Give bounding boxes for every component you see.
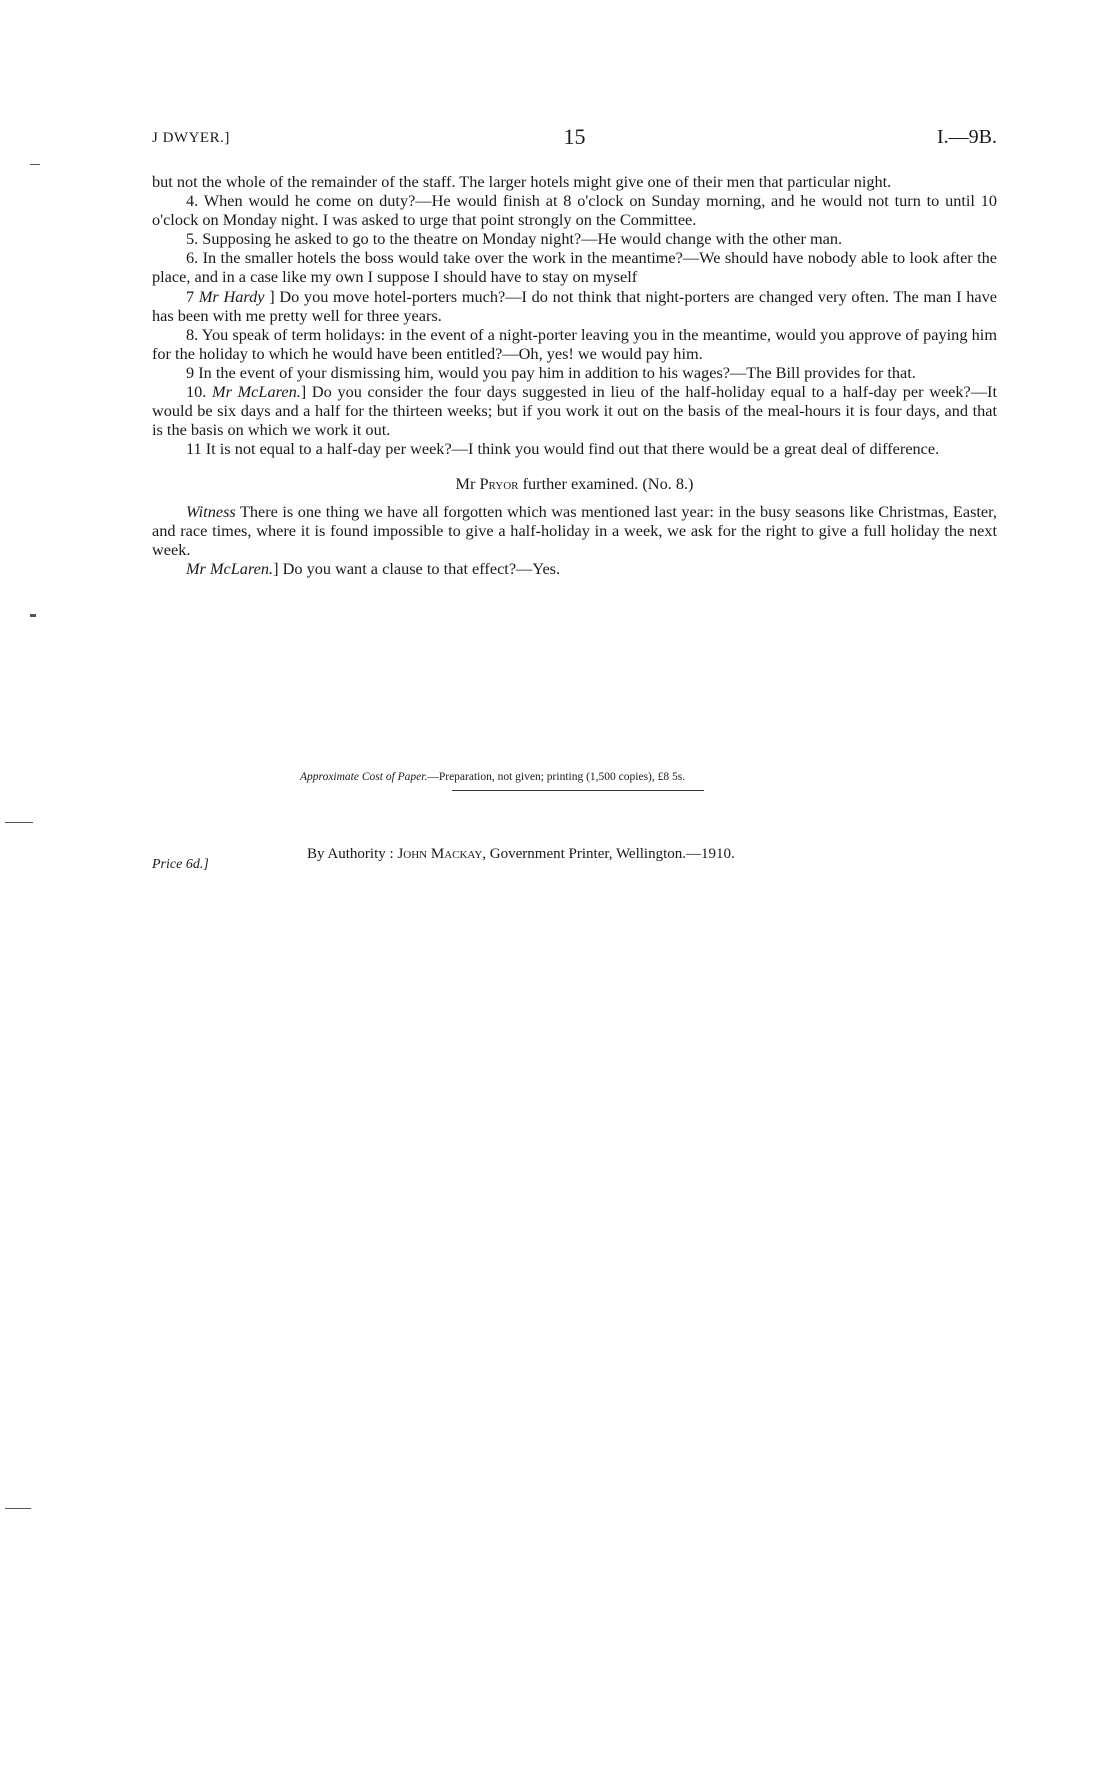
question-7-number: 7: [186, 286, 195, 306]
price-label: Price 6d.]: [152, 857, 209, 872]
scan-mark: [30, 614, 36, 617]
printer-name: John Mackay: [397, 846, 483, 862]
section-heading-suffix: further examined. (No. 8.): [522, 474, 694, 494]
page-number: 15: [563, 124, 586, 149]
question-9: 9 In the event of your dismissing him, would you pay him in addition to his wages?—The Bill provides for that.: [186, 362, 916, 382]
cost-label: Approximate Cost of Paper.: [300, 771, 428, 783]
paragraph-continuation: but not the whole of the remainder of the staff. The larger hotels might give one of their men that particular night.: [152, 172, 892, 191]
question-11: 11 It is not equal to a half-day per week?—I think you would find out that there would be a great deal of difference.: [186, 439, 940, 459]
scan-mark: [5, 822, 33, 823]
witness-label: Witness: [186, 501, 236, 521]
question-7-text: ] Do you move hotel-porters much?—I do not think that night-porters are changed very often. The man I have has been with me pretty well for three years.: [152, 286, 998, 325]
authority-suffix: , Government Printer, Wellington.—1910.: [482, 846, 735, 862]
authority-prefix: By Authority :: [307, 846, 394, 862]
page-header: [152, 124, 997, 154]
question-8: 8. You speak of term holidays: in the event of a night-porter leaving you in the meantime, would you approve of paying him for the holiday to which he would have been entitled?—Oh, yes! we would pay him.: [152, 324, 997, 363]
question-4: 4. When would he come on duty?—He would finish at 8 o'clock on Sunday morning, and he would not turn to until 10 o'clock on Monday night. I was asked to urge that point strongly on the Committee.: [152, 191, 997, 230]
section-heading: [152, 474, 997, 493]
section-heading-name: Pryor: [479, 474, 519, 494]
cost-underline: [452, 790, 704, 791]
witness-running-head: J DWYER.]: [152, 130, 230, 146]
cost-text: —Preparation, not given; printing (1,500 copies), £8 5s.: [427, 771, 686, 783]
witness-statement: [152, 502, 997, 559]
question-7: [152, 287, 997, 325]
mclaren-label: Mr McLaren.: [186, 558, 274, 578]
mclaren-text: ] Do you want a clause to that effect?—Yes.: [273, 558, 561, 578]
scan-mark: [30, 164, 40, 165]
question-6: 6. In the smaller hotels the boss would take over the work in the meantime?—We should have nobody able to look after the place, and in a case like my own I suppose I should have to stay on myself: [152, 248, 997, 287]
section-heading-prefix: Mr: [455, 474, 476, 494]
question-10: [152, 382, 997, 439]
scan-mark: [5, 1508, 31, 1509]
testimony-body: [152, 172, 997, 578]
question-10-text: ] Do you consider the four days suggested in lieu of the half-holiday equal to a half-day per week?—It would be six days and a half for the thirteen weeks; but if you work it out on the basis of the meal-hours it is four days, and that is the basis on which we work it out.: [152, 382, 997, 440]
mclaren-question: [152, 559, 997, 578]
witness-text: There is one thing we have all forgotten which was mentioned last year: in the busy seasons like Christmas, Easter, and race times, where it is found impossible to give a half-holiday in a week, we ask for the right to give a full holiday the next week.: [152, 501, 997, 559]
speaker-mclaren: Mr McLaren.: [212, 382, 301, 402]
cost-statement: [300, 771, 860, 783]
document-reference: I.—9B.: [937, 126, 997, 148]
printer-imprint: [307, 846, 735, 863]
question-10-number: 10.: [186, 382, 207, 402]
speaker-hardy: Mr Hardy: [198, 286, 265, 306]
question-5: 5. Supposing he asked to go to the theatre on Monday night?—He would change with the other man.: [186, 229, 843, 249]
